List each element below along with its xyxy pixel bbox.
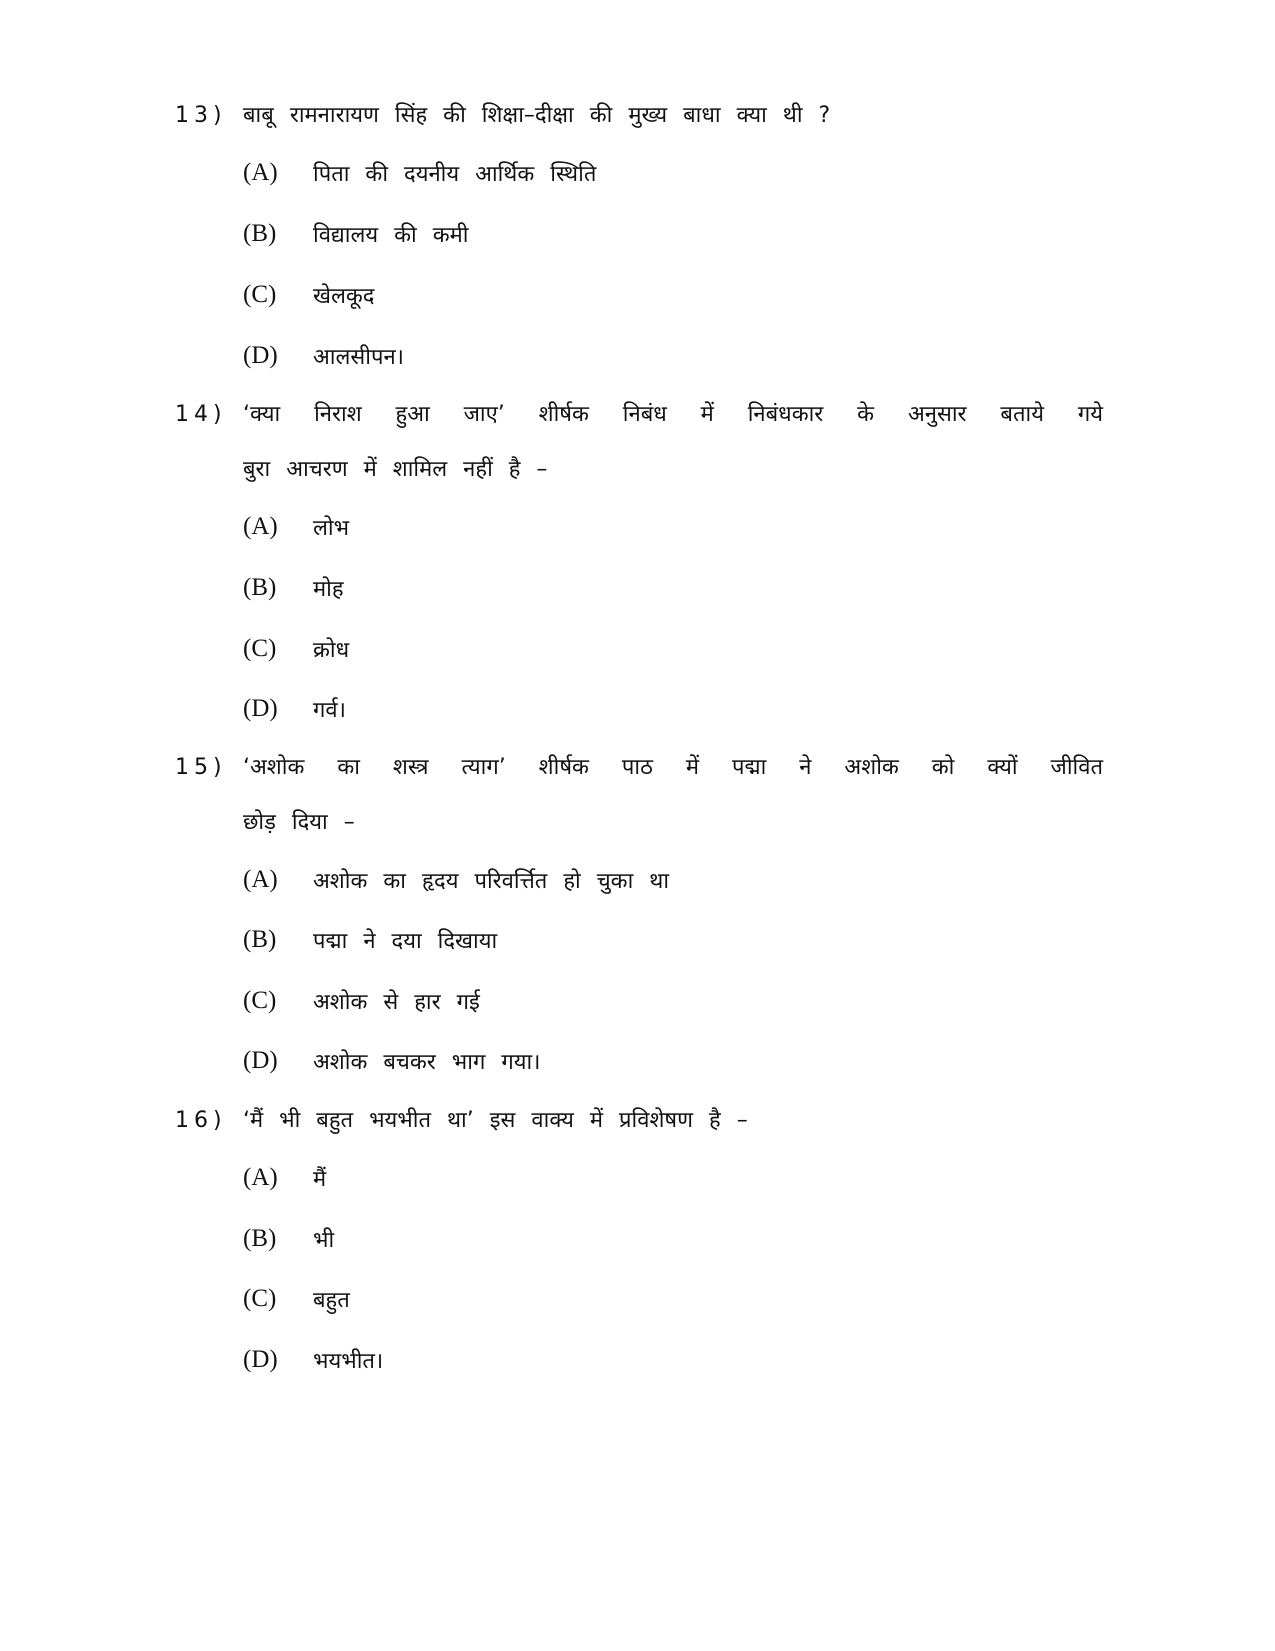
option-letter: (B) [243, 1225, 277, 1252]
question-number: 15) [175, 755, 227, 780]
option-text: अशोक का हृदय परिवर्त्तित हो चुका था [313, 869, 670, 894]
option-text: लोभ [313, 516, 350, 541]
option-letter: (A) [243, 866, 278, 893]
question-text: ‘मैं भी बहुत भयभीत था’ इस वाक्य में प्रविशेषण है – [243, 1108, 748, 1133]
option-letter: (A) [243, 1164, 278, 1191]
option-text: खेलकूद [313, 284, 375, 309]
option-text: भयभीत। [313, 1349, 384, 1374]
option-text: क्रोध [313, 638, 350, 663]
option-text: मोह [313, 577, 344, 602]
option-letter: (C) [243, 1285, 277, 1312]
option-letter: (B) [243, 220, 277, 247]
option-letter: (B) [243, 574, 277, 601]
option-letter: (D) [243, 342, 278, 369]
option-text: अशोक बचकर भाग गया। [313, 1050, 541, 1075]
option-letter: (A) [243, 159, 278, 186]
option-text: गर्व। [313, 698, 346, 723]
option-text: पद्मा ने दया दिखाया [313, 929, 498, 954]
question-text: बाबू रामनारायण सिंह की शिक्षा–दीक्षा की मुख्य बाधा क्या थी ? [243, 103, 831, 128]
option-letter: (D) [243, 695, 278, 722]
option-letter: (C) [243, 635, 277, 662]
option-text: मैं [313, 1167, 327, 1192]
question-text: ‘क्या निराश हुआ जाए’ शीर्षक निबंध में निबंधकार के अनुसार बताये गये [243, 402, 1103, 427]
option-letter: (C) [243, 281, 277, 308]
option-text: पिता की दयनीय आर्थिक स्थिति [313, 162, 597, 187]
question-number: 16) [175, 1108, 227, 1133]
question-number: 13) [175, 103, 227, 128]
option-letter: (D) [243, 1346, 278, 1373]
option-text: बहुत [313, 1288, 350, 1313]
option-text: विद्यालय की कमी [313, 223, 469, 248]
option-letter: (B) [243, 926, 277, 953]
question-number: 14) [175, 402, 227, 427]
question-text-continued: छोड़ दिया – [243, 810, 355, 835]
option-letter: (D) [243, 1047, 278, 1074]
option-letter: (C) [243, 987, 277, 1014]
option-text: आलसीपन। [313, 345, 405, 370]
question-text: ‘अशोक का शस्त्र त्याग’ शीर्षक पाठ में पद्मा ने अशोक को क्यों जीवित [243, 755, 1103, 780]
option-text: भी [313, 1228, 335, 1253]
question-text-continued: बुरा आचरण में शामिल नहीं है – [243, 457, 548, 482]
option-letter: (A) [243, 513, 278, 540]
option-text: अशोक से हार गई [313, 990, 480, 1015]
